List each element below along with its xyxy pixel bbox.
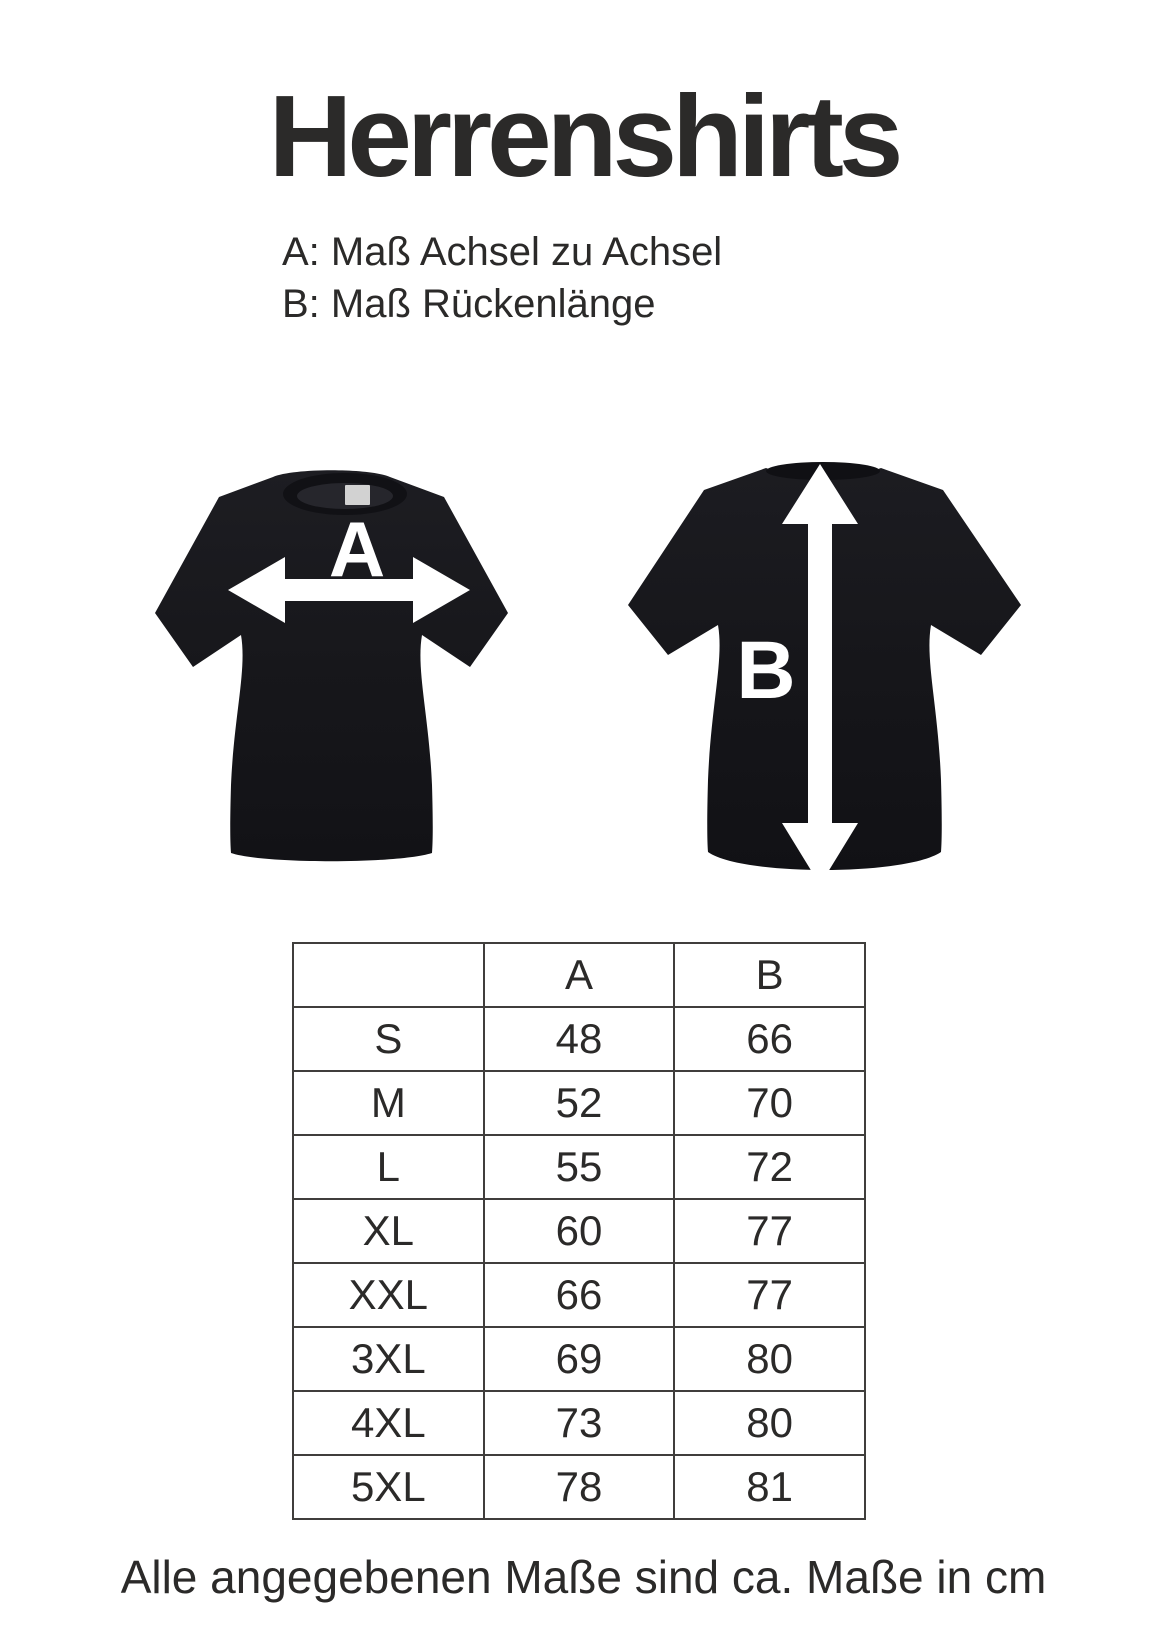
size-cell: 3XL xyxy=(293,1327,484,1391)
b-value-cell: 70 xyxy=(674,1071,865,1135)
measurement-a-marker: A xyxy=(328,505,386,593)
b-value-cell: 77 xyxy=(674,1263,865,1327)
tshirt-back-image xyxy=(626,450,1023,887)
size-cell: M xyxy=(293,1071,484,1135)
footer-note: Alle angegebenen Maße sind ca. Maße in cm xyxy=(120,1551,1047,1603)
size-cell: XXL xyxy=(293,1263,484,1327)
table-row xyxy=(293,1391,865,1455)
header-a: A xyxy=(484,943,675,1007)
size-cell: S xyxy=(293,1007,484,1071)
size-cell: XL xyxy=(293,1199,484,1263)
a-value-cell: 78 xyxy=(484,1455,675,1519)
header-b: B xyxy=(674,943,865,1007)
a-value-cell: 48 xyxy=(484,1007,675,1071)
table-row xyxy=(293,1135,865,1199)
size-table xyxy=(292,942,866,1520)
neck-label xyxy=(345,485,370,505)
a-value-cell: 66 xyxy=(484,1263,675,1327)
header-size xyxy=(293,943,484,1007)
page-title: Herrenshirts xyxy=(268,71,899,201)
measurement-legend xyxy=(282,226,722,330)
shirt-figures xyxy=(0,440,1167,900)
b-value-cell: 77 xyxy=(674,1199,865,1263)
a-value-cell: 69 xyxy=(484,1327,675,1391)
b-value-cell: 80 xyxy=(674,1391,865,1455)
table-row xyxy=(293,1199,865,1263)
size-cell: 4XL xyxy=(293,1391,484,1455)
a-value-cell: 55 xyxy=(484,1135,675,1199)
legend-line-a: A: Maß Achsel zu Achsel xyxy=(282,230,723,274)
table-row xyxy=(293,1071,865,1135)
size-cell: L xyxy=(293,1135,484,1199)
measurement-b-marker: B xyxy=(736,625,796,716)
b-value-cell: 72 xyxy=(674,1135,865,1199)
a-value-cell: 60 xyxy=(484,1199,675,1263)
table-row xyxy=(293,1263,865,1327)
b-value-cell: 80 xyxy=(674,1327,865,1391)
table-row xyxy=(293,1007,865,1071)
b-value-cell: 81 xyxy=(674,1455,865,1519)
table-row xyxy=(293,1455,865,1519)
a-value-cell: 52 xyxy=(484,1071,675,1135)
size-cell: 5XL xyxy=(293,1455,484,1519)
legend-line-b: B: Maß Rückenlänge xyxy=(282,282,656,326)
table-row xyxy=(293,1327,865,1391)
b-value-cell: 66 xyxy=(674,1007,865,1071)
table-header-row xyxy=(293,943,865,1007)
tshirt-front-image xyxy=(153,455,511,867)
a-value-cell: 73 xyxy=(484,1391,675,1455)
